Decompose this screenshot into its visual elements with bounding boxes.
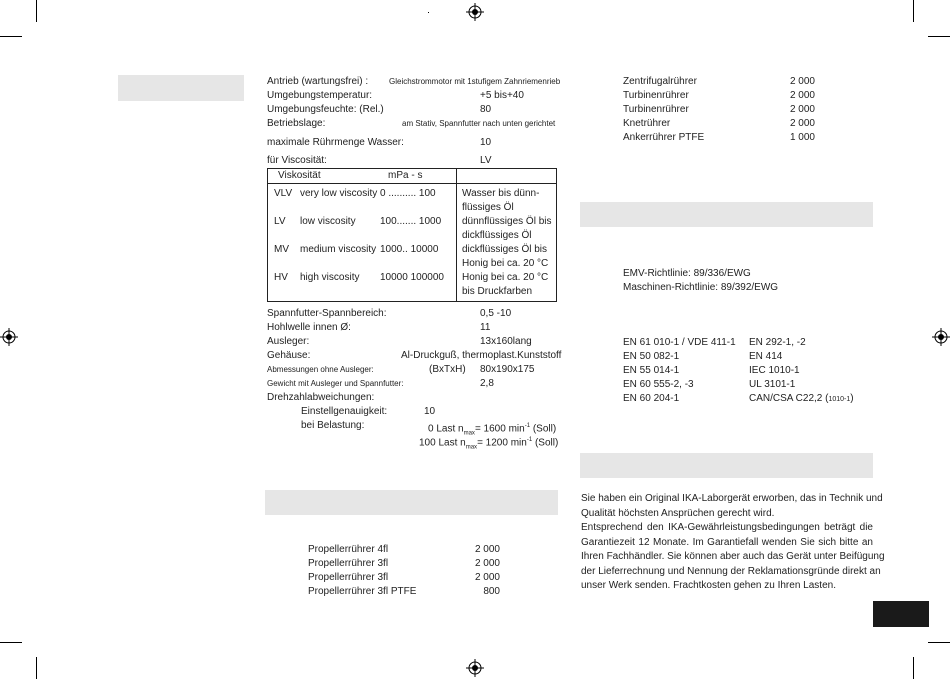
list-item: EN 61 010-1 / VDE 411-1 EN 292-1, -2: [623, 337, 806, 348]
spec-label: maximale Rührmenge Wasser:: [267, 137, 404, 148]
section-bar: [265, 490, 558, 515]
visc-range: 10000 100000: [380, 272, 444, 283]
viscosity-table: [267, 168, 557, 302]
visc-name: medium viscosity: [300, 244, 377, 255]
section-bar: [118, 75, 244, 101]
paragraph-line: Qualität höchsten Ansprüchen gerecht wird.: [581, 507, 775, 519]
spec-label: Betriebslage:: [267, 118, 326, 129]
table-row: [272, 271, 554, 299]
spec-row: [267, 307, 559, 321]
crop-mark-icon: [36, 657, 37, 679]
list-item: Propellerrührer 3fl 2 000: [308, 572, 500, 583]
list-item: Propellerrührer 3fl 2 000: [308, 558, 500, 569]
section-bar: [580, 202, 873, 227]
spec-row: [267, 89, 559, 103]
deviation-value: 0 Last $n_{max}= 1600$ $\min^{-1}$ (Soll): [428, 423, 557, 437]
crop-mark-icon: [0, 36, 22, 37]
directive-line: Maschinen-Richtlinie: 89/392/EWG: [623, 282, 779, 293]
paragraph-line: Entsprechend den IKA-Gewährleistungsbedingungen beträgt die: [581, 522, 873, 533]
page-tab: [873, 601, 929, 627]
spec-label: Spannfutter-Spannbereich:: [267, 308, 387, 319]
deviation-row: [267, 433, 559, 451]
table-header-row: [268, 169, 556, 184]
table-row: [272, 243, 554, 271]
spec-value: 0,5 -10: [480, 308, 512, 319]
spec-row: [267, 154, 559, 168]
deviation-value: 100 Last $n_{max}= 1200$ $\min^{-1}$ (Soll): [419, 437, 559, 451]
spec-value: Al-Druckguß, thermoplast.Kunststoff: [401, 350, 562, 361]
visc-desc: Honig bei ca. 20 °C: [462, 258, 549, 269]
list-item: EN 55 014-1 IEC 1010-1: [623, 365, 800, 376]
spec-row: [267, 136, 559, 150]
spec-row: [267, 335, 559, 349]
spec-value: 10: [480, 137, 492, 148]
spec-label: Abmessungen ohne Ausleger:: [267, 365, 374, 374]
crop-mark-icon: [928, 642, 950, 643]
deviation-row: [267, 419, 559, 437]
crop-mark-icon: [928, 36, 950, 37]
spec-label: Umgebungsfeuchte: (Rel.): [267, 104, 384, 115]
visc-desc: Wasser bis dünn-: [462, 188, 540, 199]
spec-list: [267, 75, 559, 168]
spec-row: [267, 349, 562, 363]
visc-code: HV: [274, 272, 288, 283]
visc-name: very low viscosity: [300, 188, 378, 199]
crop-mark-icon: [36, 0, 37, 22]
spec-label: für Viscosität:: [267, 155, 327, 166]
standards-list: [623, 336, 863, 406]
crop-mark-icon: [428, 12, 429, 13]
crop-mark-icon: [0, 642, 22, 643]
deviation-label: Einstellgenauigkeit:: [301, 406, 388, 417]
section-bar: [580, 453, 873, 478]
spec-row: [267, 321, 559, 335]
table-body: [272, 187, 554, 299]
spec-row: [267, 117, 559, 131]
spec-list-2: [267, 307, 562, 451]
spec-value: am Stativ, Spannfutter nach unten gerichtet: [402, 119, 556, 128]
visc-desc: bis Druckfarben: [462, 286, 533, 297]
list-item: Knetrührer 2 000: [623, 118, 815, 129]
list-item: Ankerrührer PTFE 1 000: [623, 132, 815, 143]
visc-code: MV: [274, 244, 289, 255]
list-item: Propellerrührer 4fl 2 000: [308, 544, 500, 555]
spec-value: 11: [480, 322, 491, 333]
deviation-value: 10: [424, 406, 436, 417]
spec-value: Gleichstrommotor mit 1stufigem Zahnriemenrieb: [389, 77, 561, 86]
warranty-text: [581, 492, 885, 594]
spec-row: [267, 75, 559, 89]
spec-row: [267, 377, 559, 391]
visc-code: LV: [274, 216, 286, 227]
visc-desc: dickflüssiges Öl bis: [462, 244, 548, 255]
paragraph-line: Sie haben ein Original IKA-Laborgerät erworben, das in Technik und: [581, 493, 883, 504]
spec-label: Ausleger:: [267, 336, 310, 347]
visc-desc: dickflüssiges Öl: [462, 230, 532, 241]
spec-value: 80: [480, 104, 492, 115]
visc-range: 0 .......... 100: [380, 188, 436, 199]
spec-value: 2,8: [480, 378, 494, 389]
deviation-row: [267, 405, 559, 419]
spec-label: Umgebungstemperatur:: [267, 90, 373, 101]
visc-desc: dünnflüssiges Öl bis: [462, 216, 552, 227]
spec-row: [267, 391, 559, 405]
list-item: Turbinenrührer 2 000: [623, 90, 815, 101]
registration-mark-icon: [0, 328, 18, 346]
directive-line: EMV-Richtlinie: 89/336/EWG: [623, 268, 751, 279]
visc-desc: Honig bei ca. 20 °C: [462, 272, 549, 283]
paragraph-line: unser Werk senden. Frachtkosten gehen zu Ihren Lasten.: [581, 580, 836, 591]
visc-name: high viscosity: [300, 272, 360, 283]
spec-row: [267, 363, 559, 377]
crop-mark-icon: [913, 657, 914, 679]
spec-value: LV: [480, 155, 492, 166]
visc-range: 100....... 1000: [380, 216, 442, 227]
registration-mark-icon: [466, 659, 484, 677]
spec-row: [267, 103, 559, 117]
paragraph-line: der Lieferrechnung und Nennung der Reklamationsgründe direkt an: [581, 565, 881, 577]
spec-value-mid: (BxTxH): [429, 364, 466, 375]
spec-value: +5 bis+40: [480, 90, 524, 101]
table-header-cell: mPa - s: [388, 170, 423, 181]
visc-range: 1000.. 10000: [380, 244, 439, 255]
spec-label: Hohlwelle innen Ø:: [267, 322, 351, 333]
paragraph-line: Ihren Fachhändler. Sie können aber auch das Gerät unter Beifügung: [581, 551, 885, 562]
spec-label: Drehzahlabweichungen:: [267, 392, 375, 403]
table-header-cell: Viskosität: [278, 170, 321, 181]
stirrer-list-left: [308, 543, 508, 599]
spec-label: Gewicht mit Ausleger und Spannfutter:: [267, 379, 404, 388]
directive-list: [623, 267, 778, 295]
spec-value: 13x160lang: [480, 336, 532, 347]
registration-mark-icon: [932, 328, 950, 346]
list-item: Zentrifugalrührer 2 000: [623, 76, 815, 87]
spec-label: Antrieb (wartungsfrei) :: [267, 76, 369, 87]
paragraph-line: Garantiezeit 12 Monate. Im Garantiefall wenden Sie sich bitte an: [581, 536, 873, 548]
list-item: Turbinenrührer 2 000: [623, 104, 815, 115]
visc-desc: flüssiges Öl: [462, 202, 514, 213]
registration-mark-icon: [466, 3, 484, 21]
visc-code: VLV: [274, 188, 293, 199]
stirrer-list-right: [623, 75, 823, 145]
table-row: [272, 215, 554, 243]
spec-value: 80x190x175: [480, 364, 535, 375]
deviation-label: bei Belastung:: [301, 420, 365, 431]
crop-mark-icon: [913, 0, 914, 22]
table-row: [272, 187, 554, 215]
list-item: Propellerrührer 3fl PTFE 800: [308, 586, 500, 597]
list-item: EN 60 555-2, -3 UL 3101-1: [623, 379, 796, 390]
spec-label: Gehäuse:: [267, 350, 311, 361]
visc-name: low viscosity: [300, 216, 356, 227]
list-item: EN 60 204-1 CAN/CSA C22,2 (1010-1): [623, 393, 854, 404]
list-item: EN 50 082-1 EN 414: [623, 351, 783, 362]
